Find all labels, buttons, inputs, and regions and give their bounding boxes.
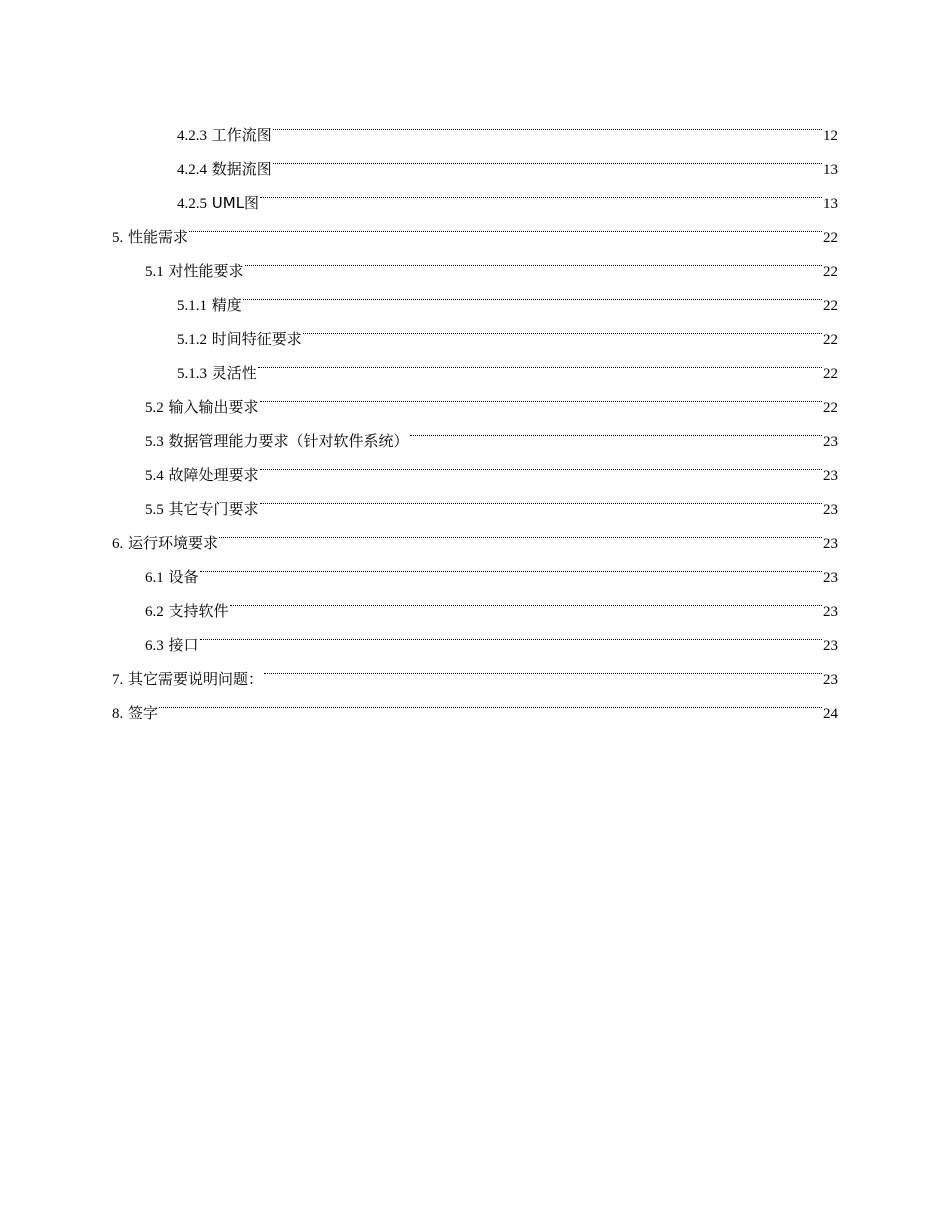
toc-entry-page: 23 <box>823 536 838 552</box>
toc-entry-5[interactable] <box>0 208 950 246</box>
toc-dot-leader <box>230 582 822 616</box>
toc-entry-number: 5.3 <box>145 434 164 450</box>
toc-entry-title: 数据流图 <box>211 160 272 178</box>
toc-entry-4-2-3[interactable] <box>0 106 950 144</box>
toc-entry-title: 性能需求 <box>128 228 189 246</box>
toc-dot-leader <box>260 378 822 412</box>
toc-entry-title: 输入输出要求 <box>168 398 259 416</box>
toc-dot-leader <box>159 684 822 718</box>
toc-entry-number: 4.2.4 <box>177 162 207 178</box>
toc-entry-title: 接口 <box>168 636 199 654</box>
toc-entry-page: 23 <box>823 672 838 688</box>
toc-entry-number: 5. <box>112 230 124 246</box>
toc-entry-number: 4.2.3 <box>177 128 207 144</box>
toc-entry-5-1-1[interactable] <box>0 276 950 314</box>
toc-entry-title: 运行环境要求 <box>128 534 219 552</box>
toc-entry-title: 灵活性 <box>211 364 257 382</box>
toc-entry-page: 23 <box>823 434 838 450</box>
table-of-contents <box>0 106 950 722</box>
toc-entry-5-4[interactable] <box>0 446 950 484</box>
toc-entry-page: 22 <box>823 298 838 314</box>
toc-entry-title: 支持软件 <box>168 602 229 620</box>
toc-entry-number: 5.1 <box>145 264 164 280</box>
toc-entry-title: 对性能要求 <box>168 262 244 280</box>
toc-entry-title: 故障处理要求 <box>168 466 259 484</box>
toc-entry-page: 22 <box>823 332 838 348</box>
toc-entry-page: 23 <box>823 570 838 586</box>
toc-entry-page: 22 <box>823 400 838 416</box>
toc-entry-title: 签字 <box>128 704 159 722</box>
toc-entry-title: 其它专门要求 <box>168 500 259 518</box>
toc-entry-7[interactable] <box>0 650 950 688</box>
toc-entry-page: 23 <box>823 638 838 654</box>
toc-dot-leader <box>303 310 822 344</box>
toc-entry-4-2-5[interactable] <box>0 174 950 212</box>
toc-entry-title: 其它需要说明问题： <box>128 670 264 688</box>
toc-entry-6-2[interactable] <box>0 582 950 620</box>
toc-entry-5-3[interactable] <box>0 412 950 450</box>
toc-entry-page: 23 <box>823 604 838 620</box>
toc-entry-title: UML图 <box>211 194 260 212</box>
toc-entry-number: 5.1.2 <box>177 332 207 348</box>
toc-entry-page: 13 <box>823 162 838 178</box>
toc-entry-number: 5.4 <box>145 468 164 484</box>
toc-entry-number: 7. <box>112 672 124 688</box>
toc-entry-number: 6.1 <box>145 570 164 586</box>
toc-entry-page: 12 <box>823 128 838 144</box>
toc-dot-leader <box>260 480 822 514</box>
toc-entry-5-5[interactable] <box>0 480 950 518</box>
toc-entry-title: 精度 <box>211 296 242 314</box>
toc-entry-number: 6.2 <box>145 604 164 620</box>
toc-entry-page: 22 <box>823 366 838 382</box>
toc-entry-number: 4.2.5 <box>177 196 207 212</box>
toc-dot-leader <box>200 616 822 650</box>
toc-entry-page: 24 <box>823 706 838 722</box>
toc-entry-page: 23 <box>823 502 838 518</box>
toc-dot-leader <box>260 174 822 208</box>
toc-entry-5-1-2[interactable] <box>0 310 950 348</box>
toc-entry-number: 8. <box>112 706 124 722</box>
toc-dot-leader <box>264 650 822 684</box>
toc-entry-page: 22 <box>823 230 838 246</box>
toc-entry-page: 22 <box>823 264 838 280</box>
toc-entry-title: 设备 <box>168 568 199 586</box>
toc-entry-title: 数据管理能力要求（针对软件系统） <box>168 432 409 450</box>
toc-entry-title: 时间特征要求 <box>211 330 302 348</box>
toc-dot-leader <box>260 446 822 480</box>
toc-dot-leader <box>273 140 822 174</box>
toc-entry-number: 5.1.1 <box>177 298 207 314</box>
toc-entry-4-2-4[interactable] <box>0 140 950 178</box>
toc-entry-number: 6.3 <box>145 638 164 654</box>
toc-entry-6[interactable] <box>0 514 950 552</box>
toc-dot-leader <box>273 106 822 140</box>
toc-entry-6-3[interactable] <box>0 616 950 654</box>
toc-entry-number: 5.2 <box>145 400 164 416</box>
toc-dot-leader <box>410 412 822 446</box>
toc-entry-title: 工作流图 <box>211 126 272 144</box>
toc-entry-5-1-3[interactable] <box>0 344 950 382</box>
toc-dot-leader <box>243 276 822 310</box>
toc-entry-page: 23 <box>823 468 838 484</box>
toc-dot-leader <box>200 548 822 582</box>
toc-dot-leader <box>219 514 822 548</box>
toc-entry-number: 5.5 <box>145 502 164 518</box>
toc-entry-number: 5.1.3 <box>177 366 207 382</box>
toc-dot-leader <box>189 208 822 242</box>
toc-entry-5-2[interactable] <box>0 378 950 416</box>
toc-entry-page: 13 <box>823 196 838 212</box>
toc-entry-number: 6. <box>112 536 124 552</box>
toc-dot-leader <box>245 242 822 276</box>
toc-dot-leader <box>258 344 822 378</box>
